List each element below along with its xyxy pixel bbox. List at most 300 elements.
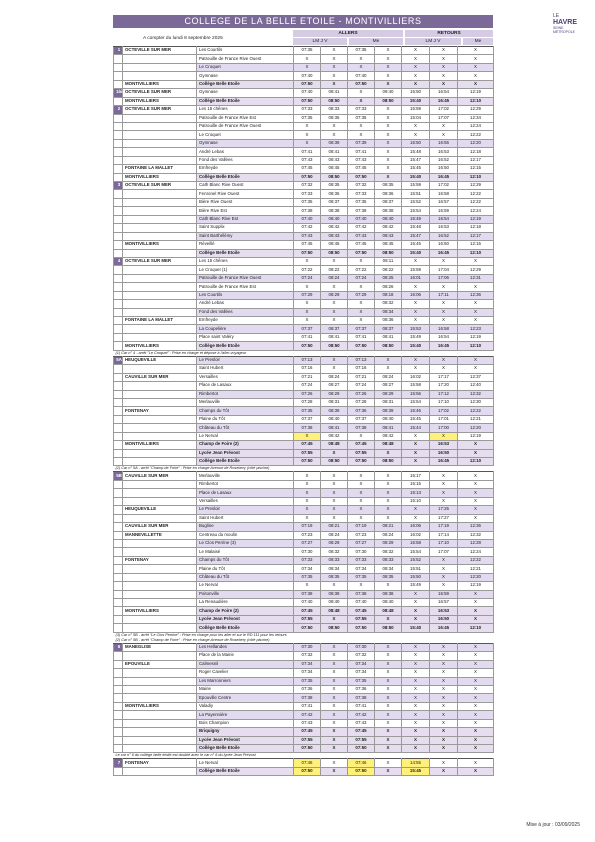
time-cell: 07:13 [348,356,375,364]
time-cell: X [458,607,494,615]
time-cell: 07:45 [294,165,321,173]
commune-name [123,139,197,147]
time-cell: X [348,257,375,265]
time-cell: 16:53 [430,224,458,232]
time-cell: 08:27 [375,382,402,390]
time-cell: 08:41 [375,333,402,341]
timetable-row [114,573,494,581]
time-cell: X [348,432,375,440]
time-cell: X [430,356,458,364]
time-cell: 07:13 [294,356,321,364]
commune-name [123,599,197,607]
time-cell: X [321,643,348,651]
time-cell: 16:45 [430,249,458,257]
stop-name: Gymnase [197,72,294,80]
time-cell: 16:54 [430,89,458,97]
time-cell: 12:10 [458,342,494,350]
route-number: 6 [114,643,123,651]
time-cell: X [348,497,375,505]
route-number [114,745,123,753]
route-number [114,480,123,488]
time-cell: X [348,514,375,522]
route-number [114,122,123,130]
time-cell: X [458,599,494,607]
time-cell: 08:38 [375,590,402,598]
time-cell: 12:10 [458,249,494,257]
time-cell: X [321,685,348,693]
timetable-row [114,106,494,114]
time-cell: X [458,590,494,598]
time-cell: 07:16 [348,365,375,373]
timetable-row [114,182,494,190]
time-cell: 08:45 [321,241,348,249]
stop-name: Champs du Tôt [197,407,294,415]
time-cell: 08:34 [375,308,402,316]
time-cell: 12:19 [458,582,494,590]
timetable-row [114,283,494,291]
time-cell: 16:50 [430,165,458,173]
time-cell: X [402,514,430,522]
time-cell: X [402,599,430,607]
timetable-row [114,514,494,522]
commune-name [123,308,197,316]
time-cell: 08:41 [321,424,348,432]
time-cell: X [375,759,402,767]
time-cell: 07:38 [348,590,375,598]
commune-name: CAUVILLE SUR MER [123,373,197,381]
time-cell: X [321,480,348,488]
time-cell: 07:40 [294,215,321,223]
time-cell: 12:22 [458,407,494,415]
time-cell: X [458,441,494,449]
time-cell: 07:55 [348,736,375,744]
time-cell: 08:35 [321,114,348,122]
route-number [114,736,123,744]
time-cell: 17:02 [430,407,458,415]
time-cell: 07:35 [294,114,321,122]
time-cell: 07:35 [348,677,375,685]
time-cell: X [402,55,430,63]
time-cell: X [321,728,348,736]
time-cell: 07:33 [348,106,375,114]
time-cell: 12:29 [458,266,494,274]
stop-name: Le Nerval [197,759,294,767]
time-cell: 07:38 [294,207,321,215]
time-cell: X [402,652,430,660]
time-cell: 15:54 [402,207,430,215]
time-cell: 08:34 [375,565,402,573]
route-number [114,548,123,556]
time-cell: 08:43 [321,232,348,240]
time-cell: 08:37 [321,198,348,206]
timetable-row [114,224,494,232]
route-number [114,506,123,514]
timetable-row [114,122,494,130]
time-cell: X [375,728,402,736]
timetable-row [114,497,494,505]
commune-name [123,266,197,274]
timetable-row [114,97,494,105]
commune-name: CAUVILLE SUR MER [123,472,197,480]
time-cell: 07:45 [294,728,321,736]
time-cell: X [402,308,430,316]
footnote: Le car n° 6 du collège belle étoile est doublé avec le car n° 6 du lycée Jean Prévost [115,753,256,758]
time-cell: 08:36 [321,190,348,198]
time-cell: X [294,582,321,590]
stop-name: Le Nerval [197,432,294,440]
time-cell: X [402,719,430,727]
timetable-row [114,173,494,181]
time-cell: 07:34 [294,565,321,573]
timetable-row [114,139,494,147]
route-number [114,97,123,105]
time-cell: X [375,582,402,590]
time-cell: X [348,97,375,105]
time-cell: 07:45 [348,441,375,449]
time-cell: 15:59 [402,266,430,274]
time-cell: 15:51 [402,565,430,573]
time-cell: 07:34 [348,660,375,668]
commune-name [123,148,197,156]
time-cell: 08:35 [375,182,402,190]
time-cell: 08:36 [375,317,402,325]
time-cell: X [402,615,430,623]
time-cell: 15:40 [402,342,430,350]
time-cell: X [402,47,430,55]
route-number [114,249,123,257]
time-cell: 08:32 [375,548,402,556]
time-cell: 08:41 [321,148,348,156]
time-cell: 16:55 [430,139,458,147]
time-cell: 08:33 [321,556,348,564]
route-number [114,390,123,398]
time-cell: X [458,660,494,668]
time-cell: X [458,728,494,736]
time-cell: 08:50 [375,342,402,350]
commune-name [123,190,197,198]
timetable-row [114,489,494,497]
time-cell: 07:50 [294,624,321,632]
time-cell: X [375,47,402,55]
time-cell: X [294,514,321,522]
stop-name: Les 15 chênes [197,106,294,114]
time-cell: 07:46 [294,759,321,767]
time-cell: X [348,89,375,97]
stop-name: Merlauville [197,398,294,406]
stop-name: Fond des Vallées [197,308,294,316]
timetable-row [114,356,494,364]
commune-name: MONTIVILLIERS [123,80,197,88]
time-cell: 15:45 [402,165,430,173]
time-cell: 07:50 [294,97,321,105]
time-cell: X [458,480,494,488]
time-cell: X [458,711,494,719]
time-cell: 07:50 [294,173,321,181]
time-cell: 07:35 [348,573,375,581]
route-number [114,573,123,581]
time-cell: 15:48 [402,148,430,156]
time-cell: X [458,308,494,316]
stop-name: Champs du Tôt [197,556,294,564]
route-number [114,173,123,181]
time-cell: X [321,80,348,88]
time-cell: X [348,317,375,325]
time-cell: 08:31 [375,398,402,406]
timetable-row [114,373,494,381]
stop-name: Patrouille de France Rive Ouest [197,274,294,282]
timetable-row [114,266,494,274]
time-cell: 12:22 [458,556,494,564]
time-cell: X [321,308,348,316]
time-cell: 17:07 [430,548,458,556]
route-number [114,669,123,677]
time-cell: 08:50 [321,249,348,257]
route-number [114,624,123,632]
time-cell: 07:21 [348,373,375,381]
timetable-row [114,719,494,727]
time-cell: X [375,356,402,364]
time-cell: 15:51 [402,190,430,198]
route-number [114,131,123,139]
time-cell: X [321,47,348,55]
time-cell: 07:24 [294,382,321,390]
time-cell: X [375,55,402,63]
route-number [114,432,123,440]
time-cell: 07:30 [294,548,321,556]
stop-name: Epouville Centre [197,694,294,702]
time-cell: X [402,677,430,685]
time-cell: 15:40 [402,173,430,181]
commune-name [123,398,197,406]
time-cell: 17:06 [430,274,458,282]
time-cell: 07:45 [294,241,321,249]
time-cell: 08:24 [321,274,348,282]
time-cell: 07:45 [294,441,321,449]
time-cell: X [430,300,458,308]
time-cell: 16:45 [430,458,458,466]
route-number [114,148,123,156]
time-cell: X [321,767,348,775]
route-number [114,711,123,719]
time-cell: 07:35 [294,407,321,415]
time-cell: 12:24 [458,122,494,130]
logo-top: LE [553,13,560,19]
commune-name: OCTEVILLE SUR MER [123,89,197,97]
route-number [114,325,123,333]
time-cell: X [430,47,458,55]
route-number [114,241,123,249]
time-cell: X [321,711,348,719]
time-cell: 15:46 [402,407,430,415]
time-cell: X [294,55,321,63]
commune-name [123,232,197,240]
route-number [114,424,123,432]
time-cell: X [430,80,458,88]
stop-name: Place saint Valéry [197,333,294,341]
time-cell: 12:29 [458,182,494,190]
time-cell: 08:25 [375,274,402,282]
stop-name: Patrouille de France Rive Ouest [197,55,294,63]
time-cell: 07:55 [348,449,375,457]
commune-name: MONTIVILLIERS [123,441,197,449]
timetable-row [114,531,494,539]
time-cell: 12:18 [458,224,494,232]
commune-name [123,72,197,80]
time-cell: 08:38 [321,207,348,215]
time-cell: 12:37 [458,373,494,381]
time-cell: X [402,711,430,719]
time-cell: 12:21 [458,565,494,573]
time-cell: 08:37 [321,325,348,333]
route-number: 5A [114,356,123,364]
time-cell: X [375,449,402,457]
route-number [114,156,123,164]
timetable-row [114,257,494,265]
time-cell: X [430,702,458,710]
timetable-row [114,291,494,299]
stop-name: Le Croquet (1) [197,266,294,274]
time-cell: 07:41 [294,148,321,156]
time-cell: 07:23 [348,531,375,539]
time-cell: 07:35 [348,47,375,55]
time-cell: 15:40 [402,97,430,105]
commune-name: MONTIVILLIERS [123,702,197,710]
time-cell: X [348,472,375,480]
time-cell: 07:28 [348,398,375,406]
stop-name: Place de Lasaux [197,489,294,497]
time-cell: 16:58 [430,325,458,333]
time-cell: 08:11 [375,257,402,265]
time-cell: 16:52 [430,232,458,240]
time-cell: X [348,122,375,130]
time-cell: X [348,308,375,316]
time-cell: 17:07 [430,114,458,122]
time-cell: 16:53 [430,148,458,156]
stop-name: Bière Rive Est [197,207,294,215]
time-cell: X [430,365,458,373]
commune-name: OCTEVILLE SUR MER [123,257,197,265]
time-cell: X [402,283,430,291]
time-cell: 12:17 [458,232,494,240]
route-number [114,365,123,373]
time-cell: X [321,356,348,364]
time-cell: 15:04 [402,114,430,122]
retour-lmjv-header: LM J V [405,38,461,45]
time-cell: X [430,472,458,480]
commune-name: OCTEVILLE SUR MER [123,106,197,114]
time-cell: X [321,615,348,623]
time-cell: 08:50 [375,249,402,257]
timetable-row [114,480,494,488]
time-cell: X [375,711,402,719]
time-cell: 07:43 [294,719,321,727]
time-cell: X [375,472,402,480]
time-cell: X [321,660,348,668]
time-cell: 07:21 [294,373,321,381]
stop-name: Plaine du Tôt [197,565,294,573]
commune-name [123,63,197,71]
time-cell: 15:58 [402,382,430,390]
route-number [114,317,123,325]
route-number [114,198,123,206]
commune-name [123,365,197,373]
time-cell: X [458,497,494,505]
route-number [114,607,123,615]
route-number [114,165,123,173]
time-cell: X [321,719,348,727]
time-cell: 07:26 [294,390,321,398]
time-cell: 08:42 [375,432,402,440]
time-cell: 07:30 [348,548,375,556]
time-cell: 16:01 [402,274,430,282]
commune-name [123,458,197,466]
time-cell: 07:50 [348,458,375,466]
route-number [114,207,123,215]
time-cell: 16:45 [430,173,458,181]
time-cell: X [458,677,494,685]
logo-sub: SEINE MÉTROPOLE [553,26,575,34]
time-cell: 16:45 [430,624,458,632]
time-cell: 07:19 [294,523,321,531]
time-cell: 15:45 [402,767,430,775]
time-cell: 07:33 [294,556,321,564]
time-cell: 15:45 [402,415,430,423]
time-cell: X [321,317,348,325]
stop-name: Lycée Jean Prévost [197,449,294,457]
time-cell: X [294,122,321,130]
footnote: (3) Car n° 5B - arrêt "Le Clos Perrine" : Prise en charge pour les aller et sur le RD 111 pour les retours [115,632,287,637]
timetable-row [114,114,494,122]
commune-name [123,382,197,390]
time-cell: X [375,719,402,727]
time-cell: X [402,63,430,71]
time-cell: 07:32 [348,652,375,660]
route-number [114,702,123,710]
time-cell: 07:28 [294,398,321,406]
route-number [114,215,123,223]
time-cell: 07:41 [348,702,375,710]
time-cell: 07:50 [348,745,375,753]
stop-name: Collège Belle Etoile [197,249,294,257]
stop-name: Collège Belle Etoile [197,80,294,88]
commune-name [123,669,197,677]
time-cell: 07:27 [294,539,321,547]
time-cell: 17:12 [430,390,458,398]
time-cell: X [294,472,321,480]
stop-name: Collège Belle Etoile [197,624,294,632]
time-cell: 07:55 [348,615,375,623]
time-cell: 15:13 [402,489,430,497]
commune-name [123,677,197,685]
footnote: (2) Car n° 5A - arrêt "Champ de Foire" : Prise en charge Avenue de Rosebery (côté piscine) [115,466,270,471]
commune-name [123,497,197,505]
time-cell: 12:10 [458,173,494,181]
time-cell: 17:20 [430,382,458,390]
time-cell: X [375,767,402,775]
timetable-row [114,523,494,531]
time-cell: 15:52 [402,198,430,206]
time-cell: 15:56 [402,390,430,398]
time-cell: X [458,736,494,744]
time-cell: 07:43 [348,156,375,164]
time-cell: X [458,489,494,497]
time-cell: X [375,745,402,753]
time-cell: X [402,441,430,449]
stop-name: Calmesnil [197,660,294,668]
time-cell: 08:48 [321,441,348,449]
commune-name: HEUQUEVILLE [123,506,197,514]
commune-name [123,582,197,590]
